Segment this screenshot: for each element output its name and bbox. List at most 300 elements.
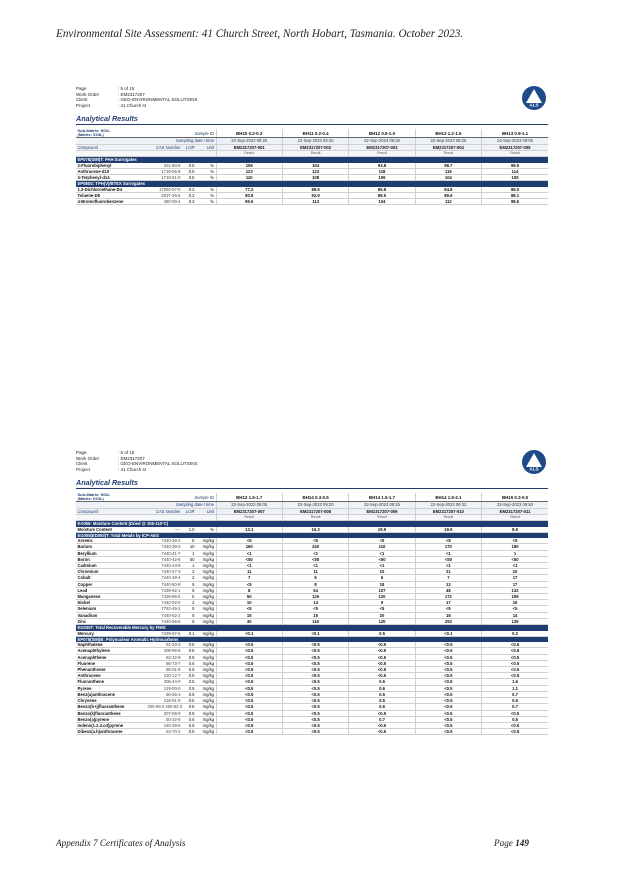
lor-value: 5 [182, 594, 196, 600]
result-value: 120 [349, 594, 415, 600]
result-value: <5 [216, 606, 282, 612]
result-value: <0.5 [415, 660, 481, 666]
analyte-name: 2-Fluorobiphenyl [76, 163, 146, 169]
lor-value: 0.5 [182, 174, 196, 180]
result-value: 10 [349, 569, 415, 575]
result-value: <0.5 [482, 673, 548, 679]
method-section-title: EG035T: Total Recoverable Mercury by FIMS [76, 625, 548, 631]
analyte-name: 4-Bromofluorobenzene [76, 199, 146, 205]
footer-page-value: 149 [515, 838, 529, 848]
cas-number: 207-08-9 [146, 710, 182, 716]
result-value: 105 [482, 174, 548, 180]
result-value: <0.5 [216, 673, 282, 679]
result-value: <0.5 [482, 660, 548, 666]
results-table [76, 129, 548, 205]
sub-matrix-cell [76, 493, 182, 502]
result-value: <0.5 [216, 667, 282, 673]
result-value: <0.5 [216, 698, 282, 704]
result-value: <0.5 [482, 729, 548, 735]
analyte-name: Mercury [76, 631, 146, 637]
cas-number: 85-01-8 [146, 667, 182, 673]
unit-value: mg/kg [196, 698, 216, 704]
result-value: 120 [349, 618, 415, 624]
result-value: 17 [415, 600, 481, 606]
sub-matrix-label: Sub-Matrix: SOIL [77, 493, 110, 497]
cas-number: 7439-96-5 [146, 594, 182, 600]
result-value: 19.9 [349, 527, 415, 533]
result-value: <0.5 [216, 722, 282, 728]
result-value: 180 [482, 544, 548, 550]
result-value: <0.5 [482, 722, 548, 728]
result-label: Result [482, 514, 548, 520]
meta-page-label: Page [76, 86, 87, 91]
result-value: 99.5 [482, 163, 548, 169]
result-value: <5 [216, 581, 282, 587]
unit-value: mg/kg [196, 581, 216, 587]
result-value: <0.5 [349, 722, 415, 728]
result-value: <0.5 [415, 722, 481, 728]
result-value: 19 [282, 612, 348, 618]
result-value: <5 [482, 606, 548, 612]
result-value: <0.1 [282, 631, 348, 637]
analyte-row [76, 199, 548, 205]
result-value: <0.5 [216, 679, 282, 685]
result-value: 15 [216, 612, 282, 618]
result-value: 0.6 [349, 685, 415, 691]
unit-value: mg/kg [196, 673, 216, 679]
unit-value: % [196, 192, 216, 198]
result-value: <0.5 [282, 722, 348, 728]
unit-value: mg/kg [196, 631, 216, 637]
result-value: <0.5 [349, 729, 415, 735]
result-value: <0.5 [282, 704, 348, 710]
result-value: <0.5 [415, 642, 481, 648]
cas-number: 17060-07-0 [146, 187, 182, 193]
unit-value: mg/kg [196, 544, 216, 550]
sampling-date: 22-Sep-2023 08:40 [282, 138, 348, 144]
unit-value: mg/kg [196, 587, 216, 593]
lab-sample-code: EM2317207-003 [349, 144, 415, 150]
result-value: 0.2 [482, 631, 548, 637]
result-value: 1.1 [482, 685, 548, 691]
lor-value: 1 [182, 550, 196, 556]
logo-text: ALS [529, 102, 539, 108]
result-value: <5 [282, 606, 348, 612]
analyte-name: Moisture Content [76, 527, 146, 533]
unit-value: % [196, 174, 216, 180]
unit-value: % [196, 163, 216, 169]
result-value: 92.9 [282, 192, 348, 198]
matrix-label: (Matrix: SOIL) [77, 496, 104, 502]
meta-client-label: Client [76, 97, 88, 103]
lor-value: 0.5 [182, 698, 196, 704]
meta-client-value: : GEO-ENVIRONMENTAL SOLUTIONS [118, 97, 198, 103]
analyte-name: Benz(a)anthracene [76, 691, 146, 697]
lor-value: 0.5 [182, 648, 196, 654]
result-value: 107 [349, 587, 415, 593]
result-value: <0.5 [415, 716, 481, 722]
result-value: <0.5 [415, 729, 481, 735]
result-value: 0.7 [482, 691, 548, 697]
unit-value: mg/kg [196, 556, 216, 562]
sample-id: BH10 0.2-0.3 [216, 129, 282, 138]
result-label: Result [349, 514, 415, 520]
analyte-name: Barium [76, 544, 146, 550]
unit-column-header: Unit [196, 508, 216, 514]
analytical-report-page-5 [76, 86, 548, 205]
analyte-name: Beryllium [76, 550, 146, 556]
result-value: <1 [216, 550, 282, 556]
sample-id-row [76, 129, 548, 138]
result-value: 7 [216, 575, 282, 581]
result-value: <0.5 [282, 691, 348, 697]
result-value: <0.5 [482, 642, 548, 648]
result-value: 8 [282, 581, 348, 587]
lor-value: 0.2 [182, 187, 196, 193]
result-value: <0.5 [282, 698, 348, 704]
result-value: 104 [415, 174, 481, 180]
lab-sample-code: EM2317207-005 [482, 144, 548, 150]
lor-value: 5 [182, 606, 196, 612]
cas-number: 53-70-3 [146, 729, 182, 735]
unit-value: mg/kg [196, 575, 216, 581]
unit-value: mg/kg [196, 691, 216, 697]
lor-value: 0.1 [182, 631, 196, 637]
lor-value: 0.5 [182, 654, 196, 660]
analyte-name: Anthracene [76, 673, 146, 679]
result-value: <0.5 [282, 716, 348, 722]
result-value: <5 [282, 538, 348, 544]
analyte-name: Chrysene [76, 698, 146, 704]
result-value: 14 [282, 600, 348, 606]
cas-number: 120-12-7 [146, 673, 182, 679]
cas-number: 7782-49-2 [146, 606, 182, 612]
meta-work-order-value: : EM2317207 [118, 91, 145, 97]
lor-value: 0.5 [182, 704, 196, 710]
lor-column-header: LOR [182, 144, 196, 150]
lab-sample-code: EM2317207-008 [282, 508, 348, 514]
result-value: 0.5 [349, 631, 415, 637]
result-value: 17 [482, 575, 548, 581]
meta-project-value: : 41 Church st [118, 466, 147, 472]
compound-column-header: Compound [76, 508, 146, 514]
result-value: <0.5 [216, 716, 282, 722]
result-value: <0.5 [482, 710, 548, 716]
analytical-report-page-6 [76, 450, 548, 735]
result-label: Result [216, 514, 282, 520]
analyte-name: Arsenic [76, 538, 146, 544]
unit-value: mg/kg [196, 569, 216, 575]
result-value: <1 [282, 563, 348, 569]
sample-id: BH14 1.5-1.7 [349, 493, 415, 502]
result-value: <0.5 [415, 654, 481, 660]
cas-number: 7440-38-2 [146, 538, 182, 544]
cas-number: 2037-26-5 [146, 192, 182, 198]
analyte-name: Naphthalene [76, 642, 146, 648]
result-value: <0.5 [415, 710, 481, 716]
result-value: 1.6 [482, 679, 548, 685]
result-value: 14 [482, 612, 548, 618]
cas-number: 7440-48-4 [146, 575, 182, 581]
result-value: 0.7 [482, 704, 548, 710]
lor-value: 0.5 [182, 660, 196, 666]
result-value: 7 [415, 575, 481, 581]
result-value: <0.5 [216, 704, 282, 710]
result-value: <0.5 [282, 654, 348, 660]
unit-value: mg/kg [196, 704, 216, 710]
lor-value: 0.5 [182, 673, 196, 679]
result-value: 114 [482, 168, 548, 174]
result-value: <0.5 [216, 648, 282, 654]
result-value: <5 [349, 538, 415, 544]
analyte-name: Anthracene-d10 [76, 168, 146, 174]
result-value: <0.5 [482, 654, 548, 660]
lor-value: 0.5 [182, 685, 196, 691]
footer-page-prefix: Page [494, 838, 513, 848]
result-value: 108 [282, 174, 348, 180]
report-meta [76, 86, 548, 114]
sample-id: BH13 1.2-1.5 [415, 129, 481, 138]
footer-appendix-label: Appendix 7 Certificates of Analysis [56, 838, 186, 848]
result-value: <50 [415, 556, 481, 562]
result-value: 123 [216, 168, 282, 174]
lor-value: 5 [182, 612, 196, 618]
analyte-name: Boron [76, 556, 146, 562]
result-value: 13.1 [216, 527, 282, 533]
result-value: 139 [482, 618, 548, 624]
cas-number: 86-73-7 [146, 660, 182, 666]
result-label: Result [415, 150, 481, 156]
lab-sample-code: EM2317207-004 [415, 144, 481, 150]
result-value: 8.9 [482, 527, 548, 533]
result-value: <0.5 [216, 685, 282, 691]
result-value: 118 [349, 168, 415, 174]
unit-column-header: Unit [196, 144, 216, 150]
analyte-name: Vanadium [76, 612, 146, 618]
result-value: 113 [282, 199, 348, 205]
lor-value: 2 [182, 569, 196, 575]
lor-value: 0.5 [182, 716, 196, 722]
result-value: 110 [216, 174, 282, 180]
result-value: <1 [282, 550, 348, 556]
unit-value: mg/kg [196, 642, 216, 648]
cas-number: 1718-51-0 [146, 174, 182, 180]
result-value: 0.6 [482, 698, 548, 704]
result-value: 106 [349, 174, 415, 180]
result-value: 89.5 [282, 187, 348, 193]
analyte-name: Acenaphthene [76, 654, 146, 660]
result-value: <50 [216, 556, 282, 562]
lab-sample-code: EM2317207-001 [216, 144, 282, 150]
sampling-date-label: Sampling date / time [76, 138, 216, 144]
results-table [76, 493, 548, 735]
result-value: 112 [415, 199, 481, 205]
result-value: 54 [282, 587, 348, 593]
meta-project-label: Project [76, 102, 91, 108]
result-value: 98.6 [482, 199, 548, 205]
method-section-title: EP075(SIM)B: Polynuclear Aromatic Hydrocarbons [76, 636, 548, 642]
result-value: 172 [415, 594, 481, 600]
analyte-name: Toluene-D8 [76, 192, 146, 198]
sample-id: BH12 0.5-1.0 [349, 129, 415, 138]
result-value: <0.5 [415, 685, 481, 691]
result-value: <0.5 [216, 710, 282, 716]
result-value: 20 [349, 612, 415, 618]
unit-value: mg/kg [196, 600, 216, 606]
result-value: 132 [482, 587, 548, 593]
result-value: 80.8 [216, 192, 282, 198]
result-label: Result [282, 514, 348, 520]
result-value: <0.5 [282, 667, 348, 673]
sampling-date: 22-Sep-2023 09:25 [349, 502, 415, 508]
lor-value: 50 [182, 556, 196, 562]
cas-column-header: CAS Number [146, 144, 182, 150]
result-value: <0.5 [349, 710, 415, 716]
analyte-name: Benzo(a)pyrene [76, 716, 146, 722]
cas-number: 7440-39-3 [146, 544, 182, 550]
result-value: 240 [282, 544, 348, 550]
analyte-name: Fluoranthene [76, 679, 146, 685]
analyte-name: Phenanthrene [76, 667, 146, 673]
result-value: <0.5 [349, 667, 415, 673]
result-value: 11 [282, 569, 348, 575]
cas-number: 129-00-0 [146, 685, 182, 691]
unit-value: % [196, 527, 216, 533]
cas-number: 460-00-4 [146, 199, 182, 205]
unit-value: mg/kg [196, 654, 216, 660]
result-value: 93.8 [349, 163, 415, 169]
sampling-date: 22-Sep-2023 09:20 [282, 502, 348, 508]
result-value: <0.5 [415, 698, 481, 704]
lab-sample-code: EM2317207-007 [216, 508, 282, 514]
unit-value: % [196, 187, 216, 193]
result-value: <0.5 [282, 648, 348, 654]
sample-id-label: Sample ID [182, 493, 216, 502]
lor-value: 0.5 [182, 679, 196, 685]
meta-project-value: : 41 Church st [118, 102, 147, 108]
result-value: 170 [415, 544, 481, 550]
result-value: 0.6 [349, 704, 415, 710]
cas-number: 7439-92-1 [146, 587, 182, 593]
unit-value: mg/kg [196, 618, 216, 624]
cas-number: 7440-43-9 [146, 563, 182, 569]
cas-number: 7440-50-8 [146, 581, 182, 587]
result-value: 0.6 [482, 716, 548, 722]
sample-id: BH13 0.9-1.1 [482, 129, 548, 138]
meta-client-label: Client [76, 461, 88, 467]
result-value: <50 [282, 556, 348, 562]
result-value: <0.5 [282, 660, 348, 666]
lor-value: 5 [182, 618, 196, 624]
analyte-name: Nickel [76, 600, 146, 606]
result-value: <50 [349, 556, 415, 562]
result-value: 106 [216, 163, 282, 169]
result-value: <5 [482, 538, 548, 544]
unit-value: mg/kg [196, 679, 216, 685]
result-value: <1 [482, 563, 548, 569]
result-value: 0.5 [349, 691, 415, 697]
lor-value: 2 [182, 575, 196, 581]
result-value: <1 [216, 563, 282, 569]
result-value: <0.5 [282, 679, 348, 685]
result-value: <5 [216, 538, 282, 544]
result-value: <0.5 [349, 660, 415, 666]
result-value: <0.5 [282, 729, 348, 735]
result-value: 160 [216, 544, 282, 550]
analyte-name: Lead [76, 587, 146, 593]
result-label: Result [216, 150, 282, 156]
lab-sample-code: EM2317207-010 [415, 508, 481, 514]
logo-text: ALS [529, 466, 539, 472]
sampling-date: 22-Sep-2023 09:00 [482, 138, 548, 144]
result-value: 8 [216, 587, 282, 593]
result-value: 17 [482, 581, 548, 587]
result-value: <1 [349, 550, 415, 556]
result-value: 110 [349, 544, 415, 550]
result-value: 1 [482, 550, 548, 556]
sampling-date: 22-Sep-2023 08:20 [216, 138, 282, 144]
cas-number: 83-32-9 [146, 654, 182, 660]
result-label: Result [349, 150, 415, 156]
unit-value: mg/kg [196, 563, 216, 569]
result-value: <0.5 [482, 648, 548, 654]
sub-matrix-cell [76, 129, 182, 138]
compound-column-header: Compound [76, 144, 146, 150]
result-value: 12 [415, 581, 481, 587]
analyte-name: Acenaphthylene [76, 648, 146, 654]
meta-project-label: Project [76, 466, 91, 472]
result-value: <0.1 [415, 631, 481, 637]
result-value: <0.1 [216, 631, 282, 637]
unit-value: mg/kg [196, 667, 216, 673]
lor-value: 1.0 [182, 527, 196, 533]
result-value: <0.5 [415, 704, 481, 710]
result-value: 11 [216, 569, 282, 575]
sample-id-label: Sample ID [182, 129, 216, 138]
footer-page-number [494, 838, 529, 848]
analyte-row [76, 729, 548, 735]
cas-number: 7440-62-2 [146, 612, 182, 618]
sampling-date: 22-Sep-2023 08:25 [415, 138, 481, 144]
result-value: 86.0 [482, 187, 548, 193]
sample-id: BH15 0.3-0.5 [482, 493, 548, 502]
result-value: 10 [216, 600, 282, 606]
cas-number: 321-60-8 [146, 163, 182, 169]
analytical-results-title: Analytical Results [76, 114, 548, 125]
meta-page-value: : 5 of 15 [118, 86, 135, 91]
unit-value: mg/kg [196, 685, 216, 691]
cas-number: 206-44-0 [146, 679, 182, 685]
unit-value: mg/kg [196, 594, 216, 600]
meta-client-value: : GEO-ENVIRONMENTAL SOLUTIONS [118, 461, 198, 467]
result-value: <0.5 [482, 667, 548, 673]
result-value: <0.5 [216, 654, 282, 660]
lor-value: 0.2 [182, 199, 196, 205]
analytical-results-title: Analytical Results [76, 478, 548, 489]
result-value: 84.8 [415, 187, 481, 193]
meta-work-order-value: : EM2317207 [118, 455, 145, 461]
analyte-name: 4-Terphenyl-d14 [76, 174, 146, 180]
lor-value: 0.5 [182, 642, 196, 648]
result-label: Result [482, 150, 548, 156]
result-value: 21 [415, 569, 481, 575]
meta-work-order-label: Work Order [76, 91, 100, 97]
sampling-date-label: Sampling date / time [76, 502, 216, 508]
result-value: 10 [482, 569, 548, 575]
result-value: 89.6 [415, 192, 481, 198]
analyte-name: Dibenz(a.h)anthracene [76, 729, 146, 735]
result-value: 18 [349, 581, 415, 587]
